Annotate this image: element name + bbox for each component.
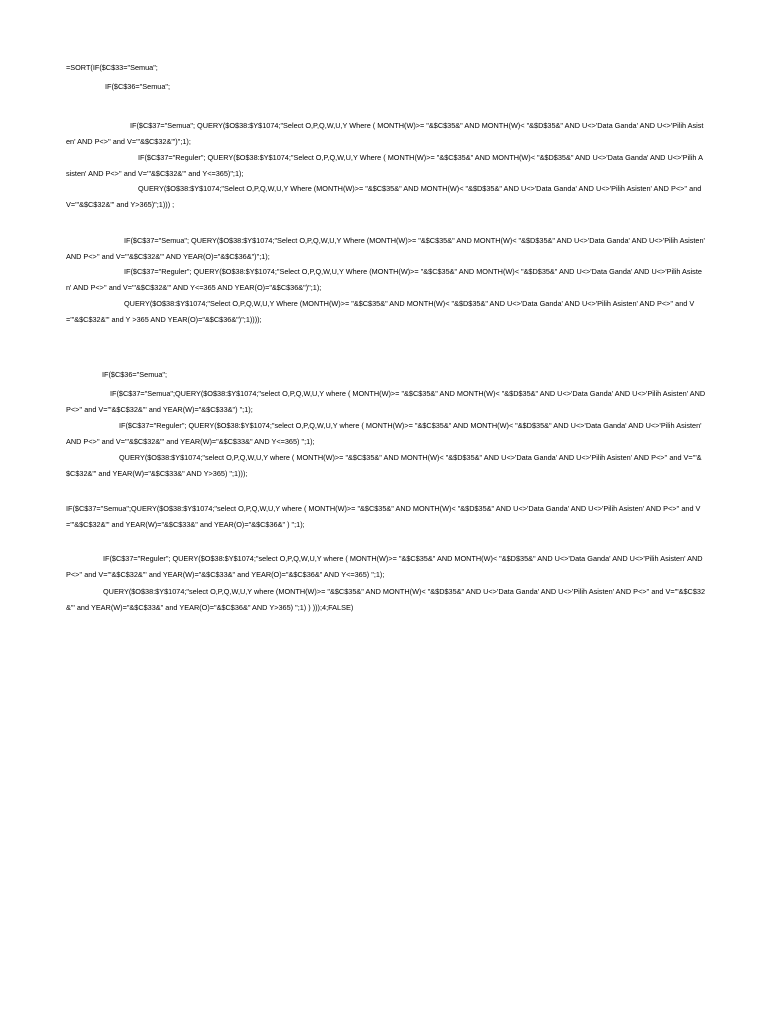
formula-line-9: IF($C$36="Semua";: [102, 370, 168, 379]
formula-line-6: IF($C$37="Semua"; QUERY($O$38:$Y$1074;"Select O,P,Q,W,U,Y Where (MONTH(W)>= "&$C$35&" AND MONTH(W)< "&$D$35&" AND U<>'Data Ganda' AND U<>'Pilih Asisten' AND P<>'' and V='"&$C$32&"' AND YEAR(O)="&$C$36&")";1);: [66, 236, 705, 261]
formula-line-8: QUERY($O$38:$Y$1074;"Select O,P,Q,W,U,Y Where (MONTH(W)>= "&$C$35&" AND MONTH(W)< "&$D$35&" AND U<>'Data Ganda' AND U<>'Pilih Asisten' AND P<>'' and V='"&$C$32&"' and Y >365 AND YEAR(O)="&$C$36&")";1))));: [66, 299, 695, 324]
formula-line-4: IF($C$37="Reguler"; QUERY($O$38:$Y$1074;"Select O,P,Q,W,U,Y Where ( MONTH(W)>= "&$C$35&" AND MONTH(W)< "&$D$35&" AND U<>'Data Ganda' AND U<>'Pilih Asisten' AND P<>'' and V='"&$C$32&"' and Y<=365)";1);: [66, 153, 703, 178]
formula-line-15: QUERY($O$38:$Y$1074;"select O,P,Q,W,U,Y where (MONTH(W)>= "&$C$35&" AND MONTH(W)< "&$D$35&" AND U<>'Data Ganda' AND U<>'Pilih Asisten' AND P<>'' and V='"&$C$32&"' and YEAR(W)="&$C$33&" and YEAR(O)="&$C$36&" AND Y>365) ";1) ) )));4;FALSE): [66, 587, 705, 612]
formula-line-11: IF($C$37="Reguler"; QUERY($O$38:$Y$1074;"select O,P,Q,W,U,Y where ( MONTH(W)>= "&$C$35&" AND MONTH(W)< "&$D$35&" AND U<>'Data Ganda' AND U<>'Pilih Asisten' AND P<>'' and V='"&$C$32&"' and YEAR(W)="&$C$33&" AND Y<=365) ";1);: [66, 421, 702, 446]
formula-line-5: QUERY($O$38:$Y$1074;"Select O,P,Q,W,U,Y Where (MONTH(W)>= "&$C$35&" AND MONTH(W)< "&$D$35&" AND U<>'Data Ganda' AND U<>'Pilih Asisten' AND P<>'' and V='"&$C$32&"' and Y>365)";1))) ;: [66, 184, 702, 209]
formula-line-2: IF($C$36="Semua";: [105, 82, 171, 91]
formula-line-10: IF($C$37="Semua";QUERY($O$38:$Y$1074;"select O,P,Q,W,U,Y where ( MONTH(W)>= "&$C$35&" AND MONTH(W)< "&$D$35&" AND U<>'Data Ganda' AND U<>'Pilih Asisten' AND P<>'' and V='"&$C$32&"' and YEAR(W)="&$C$33&") ";1);: [66, 389, 706, 414]
formula-line-14: IF($C$37="Reguler"; QUERY($O$38:$Y$1074;"select O,P,Q,W,U,Y where ( MONTH(W)>= "&$C$35&" AND MONTH(W)< "&$D$35&" AND U<>'Data Ganda' AND U<>'Pilih Asisten' AND P<>'' and V='"&$C$32&"' and YEAR(W)="&$C$33&" and YEAR(O)="&$C$36&" AND Y<=365) ";1);: [66, 554, 703, 579]
formula-line-12: QUERY($O$38:$Y$1074;"select O,P,Q,W,U,Y where ( MONTH(W)>= "&$C$35&" AND MONTH(W)< "&$D$35&" AND U<>'Data Ganda' AND U<>'Pilih Asisten' AND P<>'' and V='"&$C$32&"' and YEAR(W)="&$C$33&" AND Y>365) ";1)));: [66, 453, 702, 478]
formula-line-7: IF($C$37="Reguler"; QUERY($O$38:$Y$1074;"Select O,P,Q,W,U,Y Where (MONTH(W)>= "&$C$35&" AND MONTH(W)< "&$D$35&" AND U<>'Data Ganda' AND U<>'Pilih Asisten' AND P<>'' and V='"&$C$32&"' AND Y<=365 AND YEAR(O)="&$C$36&")";1);: [66, 267, 702, 292]
formula-line-13: IF($C$37="Semua";QUERY($O$38:$Y$1074;"select O,P,Q,W,U,Y where ( MONTH(W)>= "&$C$35&" AND MONTH(W)< "&$D$35&" AND U<>'Data Ganda' AND U<>'Pilih Asisten' AND P<>'' and V='"&$C$32&"' and YEAR(W)="&$C$33&" and YEAR(O)="&$C$36&" ) ";1);: [66, 504, 701, 529]
formula-line-1: =SORT(IF($C$33="Semua";: [66, 63, 158, 72]
formula-line-3: IF($C$37="Semua"; QUERY($O$38:$Y$1074;"Select O,P,Q,W,U,Y Where ( MONTH(W)>= "&$C$35&" AND MONTH(W)< "&$D$35&" AND U<>'Data Ganda' AND U<>'Pilih Asisten' AND P<>'' and V='"&$C$32&"')";1);: [66, 121, 704, 146]
